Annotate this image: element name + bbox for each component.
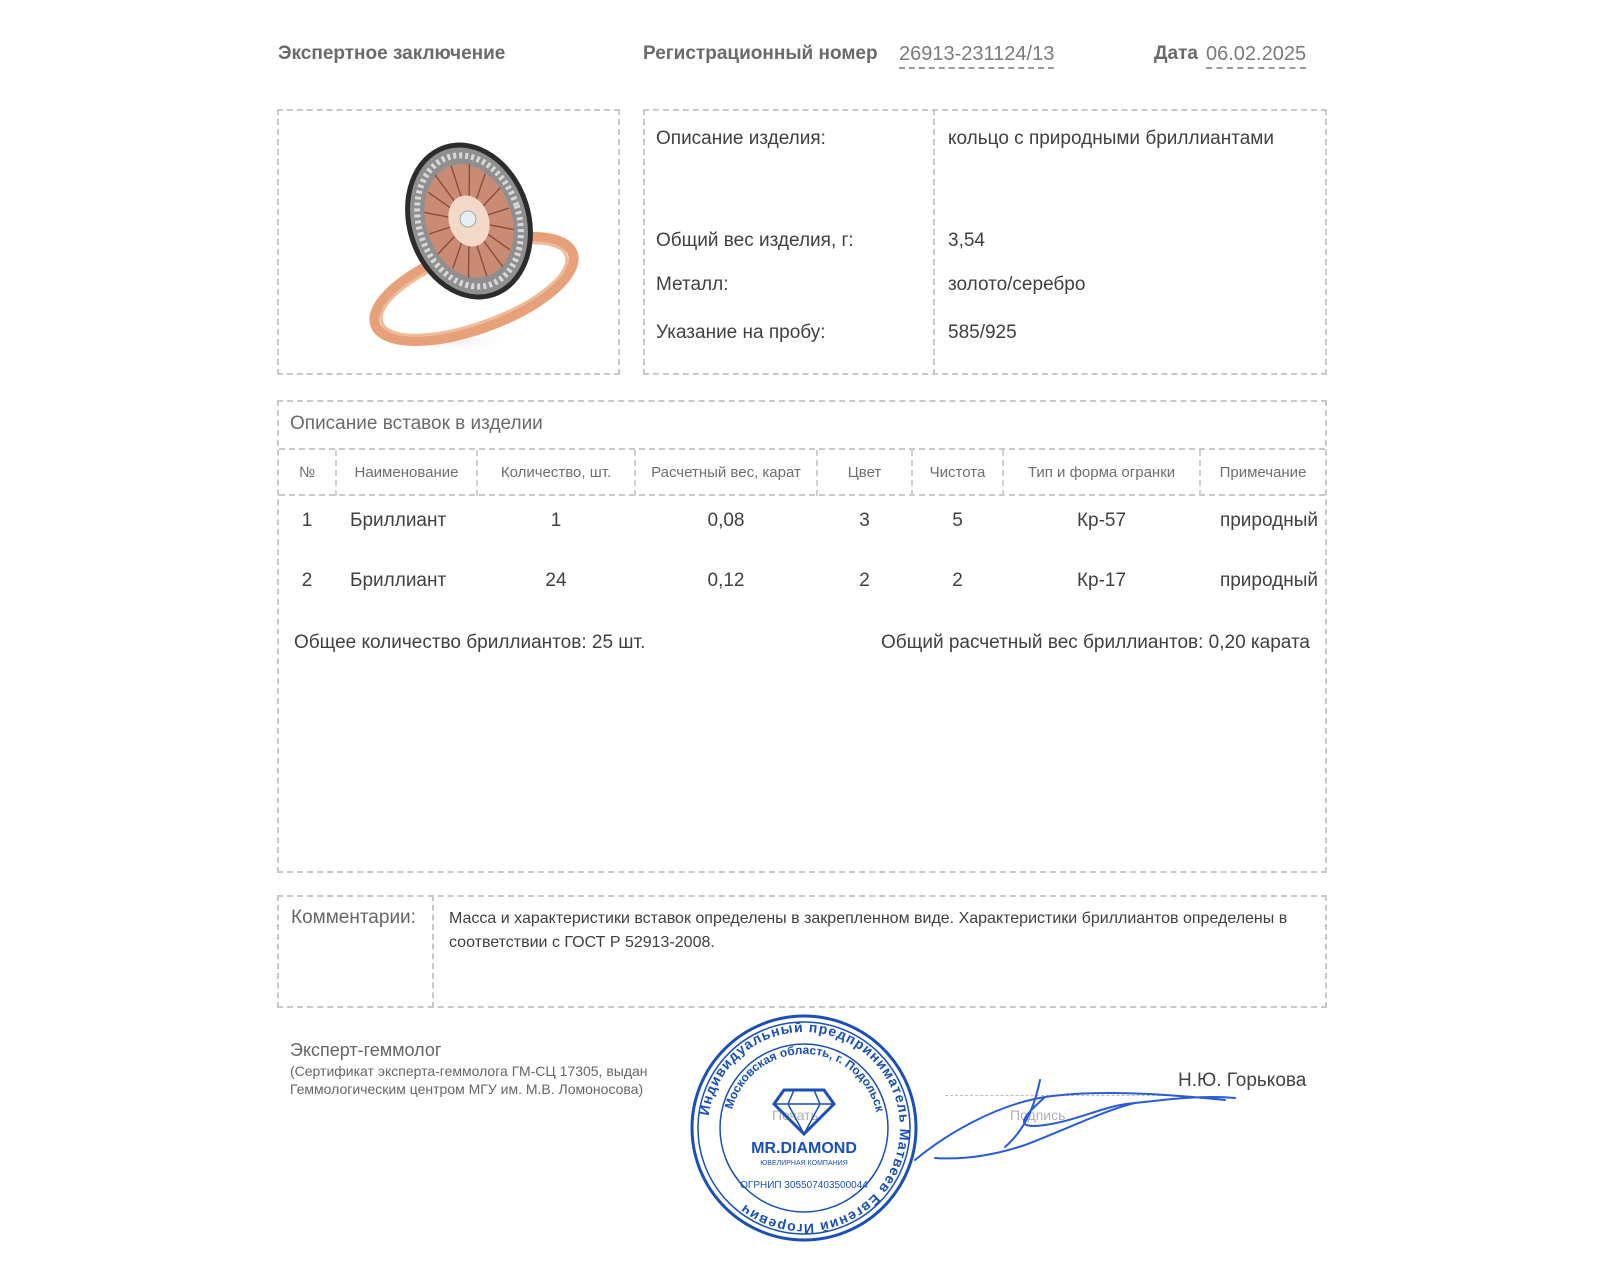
company-seal [688,1012,920,1244]
document-title: Экспертное заключение [278,43,506,64]
metal-value: золото/серебро [948,274,1086,295]
expert-name: Н.Ю. Горькова [1178,1070,1307,1091]
total-count: Общее количество бриллиантов: 25 шт. [294,632,646,653]
svg-text:Московская область, г. Подольс: Московская область, г. Подольск [721,1042,888,1114]
table-cell: природный [1219,570,1318,591]
assay-label: Указание на пробу: [656,322,826,343]
handwritten-signature [905,1075,1250,1165]
table-cell: 1 [550,510,562,531]
item-photo-frame [277,109,620,375]
svg-text:Индивидуальный предприниматель: Индивидуальный предприниматель Матвеев Евгений Игоревич [695,1018,914,1238]
registration-number: 26913-231124/13 [899,43,1054,69]
assay-value: 585/925 [948,322,1017,343]
svg-text:MR.DIAMOND: MR.DIAMOND [751,1140,857,1157]
table-cell: Бриллиант [350,510,447,531]
table-cell: 2 [952,570,963,591]
column-header-name: Наименование [354,464,459,481]
column-header-number: № [298,464,316,481]
description-divider [933,109,935,375]
ring-image [279,111,618,373]
description-label: Описание изделия: [656,128,826,149]
weight-value: 3,54 [948,230,985,251]
table-cell: 3 [859,510,870,531]
table-cell: 24 [545,570,567,591]
inserts-title: Описание вставок в изделии [290,413,543,434]
column-header-weight: Расчетный вес, карат [651,464,801,481]
svg-text:ЮВЕЛИРНАЯ КОМПАНИЯ: ЮВЕЛИРНАЯ КОМПАНИЯ [760,1160,848,1167]
comments-label: Комментарии: [291,907,416,928]
weight-label: Общий вес изделия, г: [656,230,854,251]
metal-label: Металл: [656,274,729,295]
stamp-label: Печать [772,1107,818,1123]
column-header-note: Примечание [1219,464,1307,481]
column-header-color: Цвет [847,464,882,481]
table-cell: 0,12 [707,570,745,591]
column-header-cut: Тип и форма огранки [1027,464,1176,481]
table-cell: природный [1219,510,1318,531]
description-value: кольцо с природными бриллиантами [948,128,1274,149]
column-header-quantity: Количество, шт. [500,464,612,481]
table-cell: Кр-57 [1076,510,1127,531]
table-cell: 2 [301,570,313,591]
comments-text: Масса и характеристики вставок определены в закрепленном виде. Характеристики бриллиантов определены в соответствии с ГОСТ Р 52913-2008. [449,910,1288,951]
table-cell: 2 [859,570,870,591]
svg-text:ОГРНИП 305507403500044: ОГРНИП 305507403500044 [740,1180,868,1191]
column-header-clarity: Чистота [929,464,986,481]
table-cell: Бриллиант [350,570,447,591]
expert-title: Эксперт-геммолог [290,1040,442,1060]
date-label: Дата [1154,43,1198,64]
registration-label: Регистрационный номер [643,43,878,64]
signature-label: Подпись [1010,1107,1066,1123]
table-cell: 1 [301,510,313,531]
table-cell: 5 [952,510,963,531]
total-weight: Общий расчетный вес бриллиантов: 0,20 карата [881,632,1310,653]
date-value: 06.02.2025 [1206,43,1306,69]
comments-divider [432,895,434,1008]
table-cell: Кр-17 [1076,570,1127,591]
table-cell: 0,08 [707,510,745,531]
expert-certificate-note: (Сертификат эксперта-геммолога ГМ-СЦ 17305, выдан Геммологическим центром МГУ им. М.В. Ломоносова) [290,1063,648,1097]
